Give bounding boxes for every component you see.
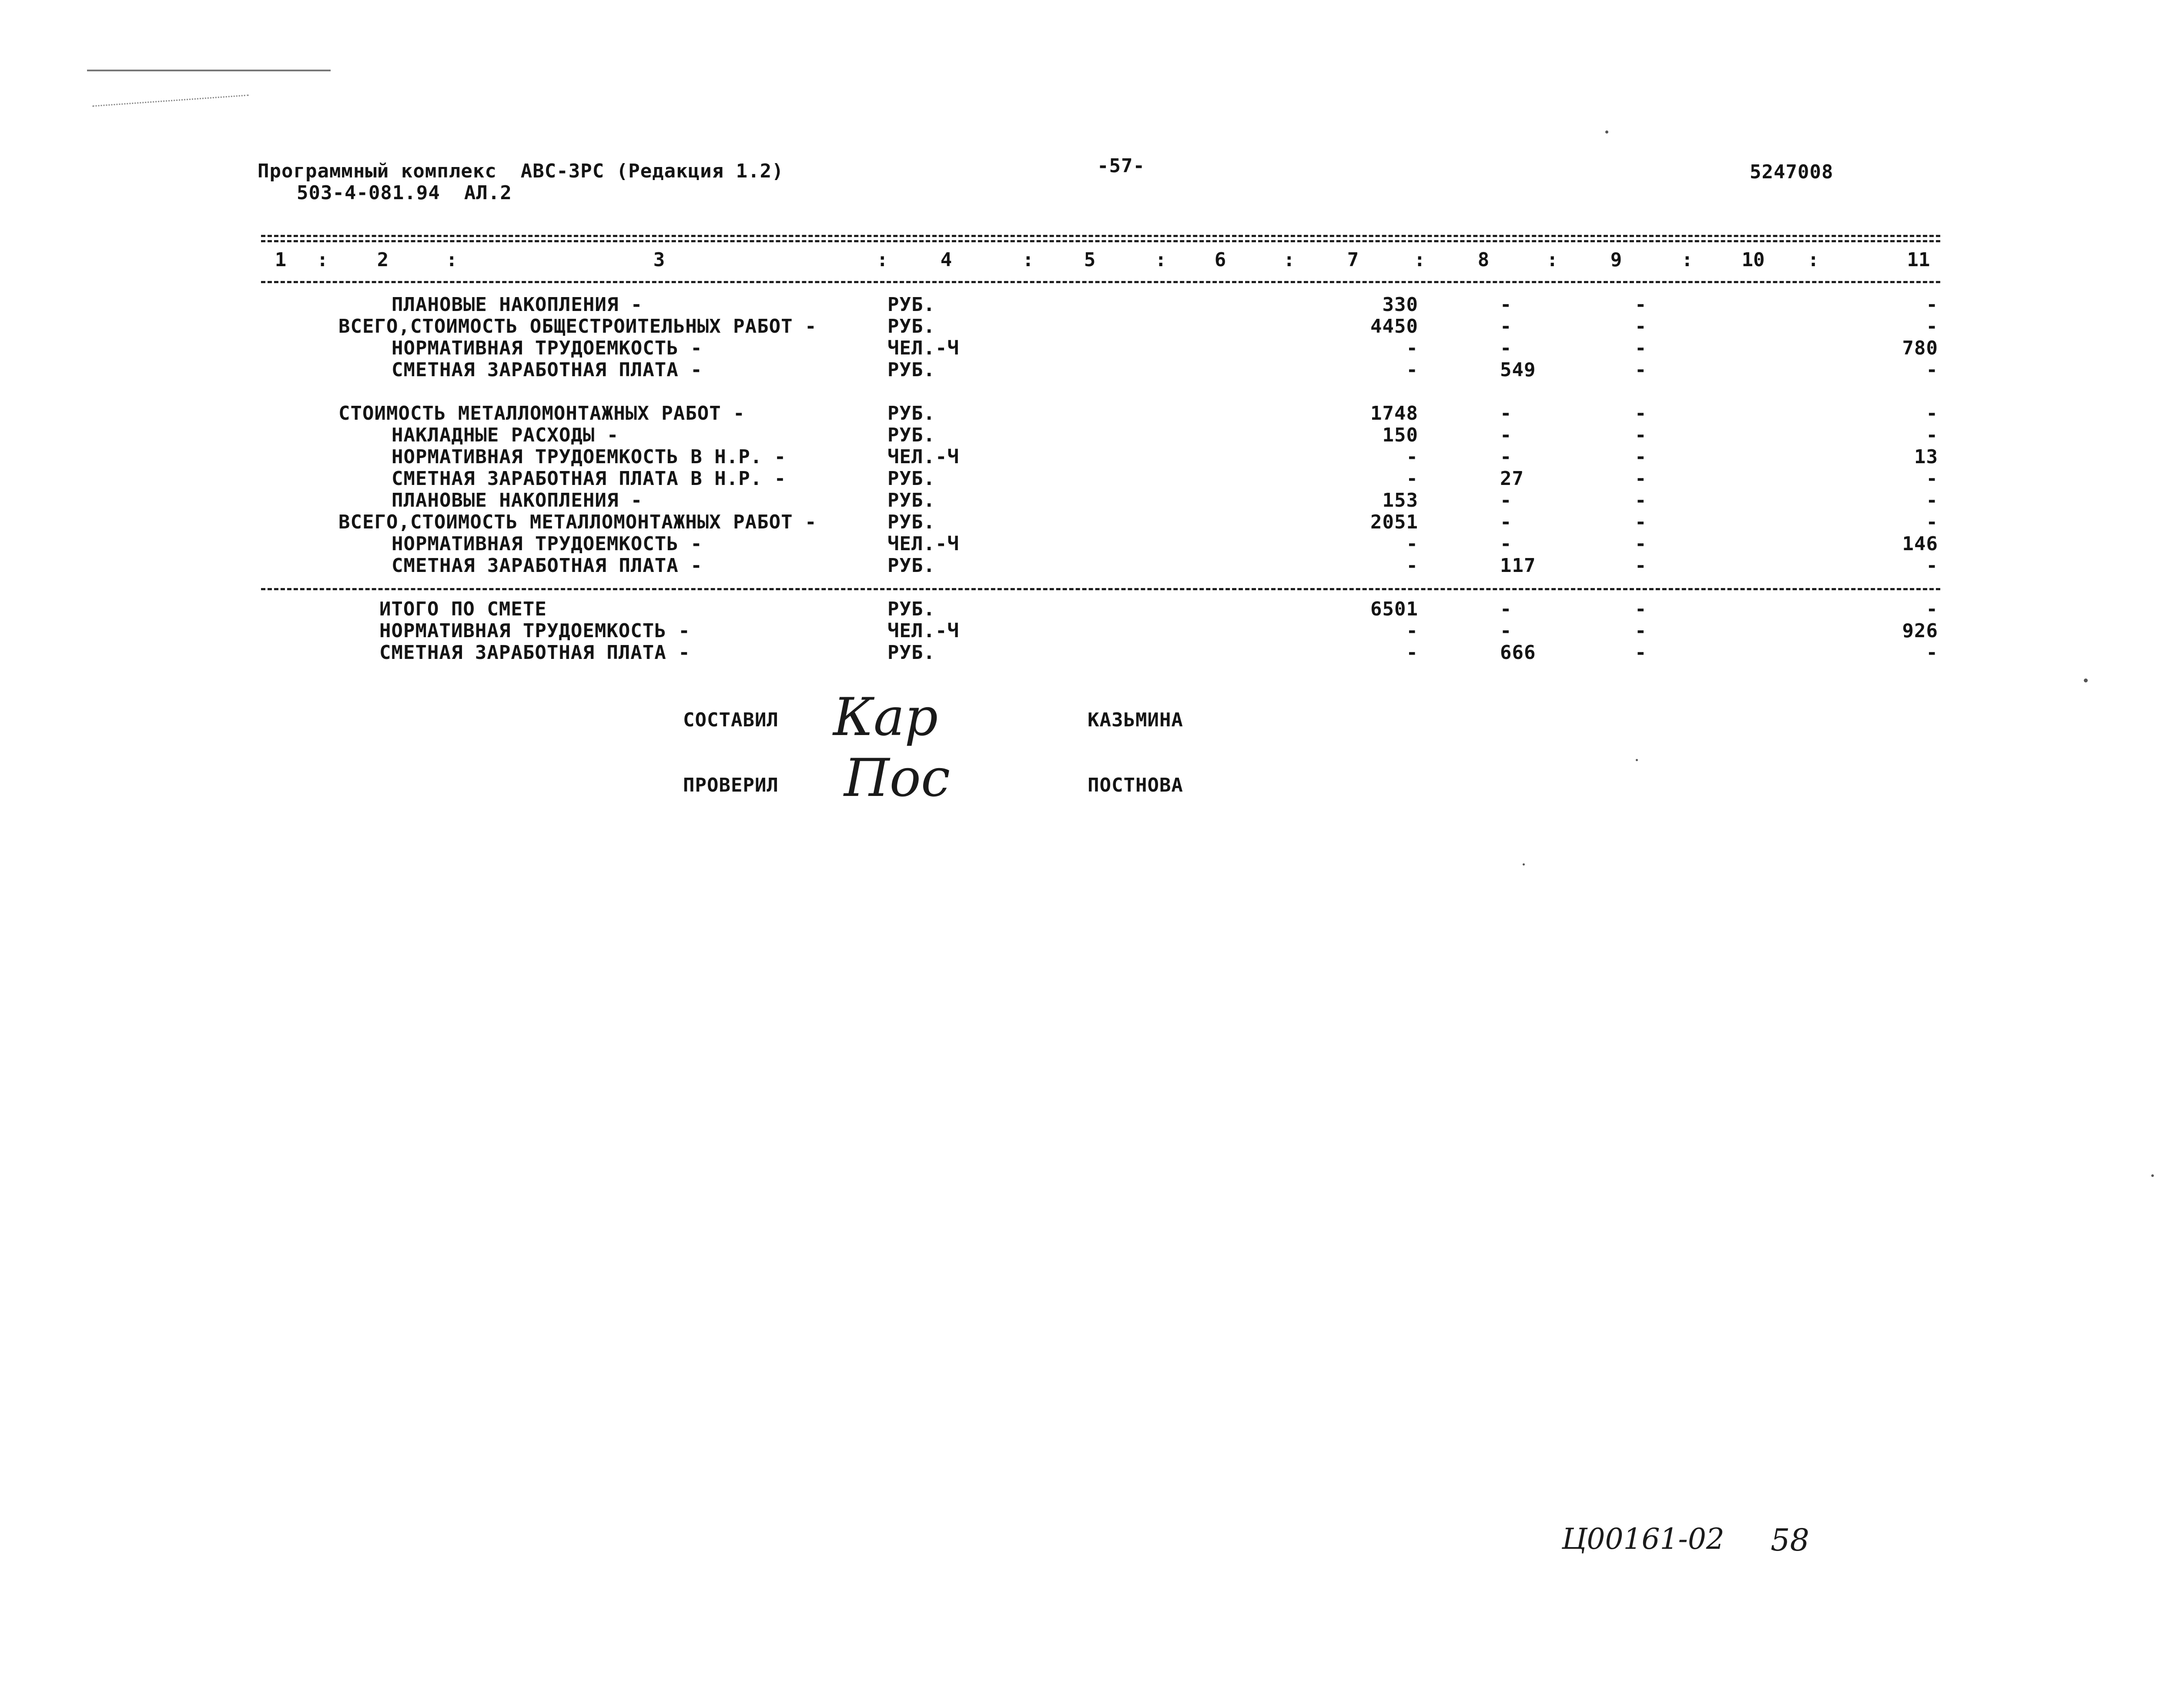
page-number: -57- xyxy=(1097,155,1145,177)
cell-col11: - xyxy=(1926,489,1938,511)
header-bottom-rule xyxy=(261,281,1940,283)
row-label: НОРМАТИВНАЯ ТРУДОЕМКОСТЬ - xyxy=(392,337,703,359)
table-row xyxy=(0,402,2173,424)
table-row xyxy=(0,359,2173,381)
cell-col9: - xyxy=(1635,337,1647,359)
row-unit: РУБ. xyxy=(887,424,935,446)
scan-speck xyxy=(1605,130,1608,134)
row-label: НАКЛАДНЫЕ РАСХОДЫ - xyxy=(392,424,619,446)
table-row xyxy=(0,446,2173,468)
handwritten-scribble xyxy=(90,69,249,107)
cell-col11: 13 xyxy=(1914,446,1938,468)
row-unit: РУБ. xyxy=(887,598,935,620)
row-label: СМЕТНАЯ ЗАРАБОТНАЯ ПЛАТА В Н.Р. - xyxy=(392,468,787,490)
sheet-number: 58 xyxy=(1771,1522,1810,1558)
cell-col9: - xyxy=(1635,424,1647,446)
column-number: 3 xyxy=(653,249,665,271)
cell-col7: - xyxy=(1406,642,1418,664)
table-row xyxy=(0,642,2173,663)
table-top-rule xyxy=(261,235,1940,237)
row-unit: РУБ. xyxy=(887,489,935,511)
cell-col7: 150 xyxy=(1382,424,1418,446)
row-unit: РУБ. xyxy=(887,402,935,424)
table-row xyxy=(0,424,2173,446)
cell-col7: - xyxy=(1406,446,1418,468)
column-number: 7 xyxy=(1347,249,1359,271)
cell-col11: 926 xyxy=(1902,620,1938,642)
row-unit: РУБ. xyxy=(887,468,935,490)
cell-col8: 117 xyxy=(1500,555,1536,577)
table-row xyxy=(0,533,2173,555)
column-separator: : xyxy=(1547,249,1558,271)
row-unit: РУБ. xyxy=(887,294,935,316)
cell-col7: 1748 xyxy=(1370,402,1418,424)
cell-col8: - xyxy=(1500,402,1512,424)
totals-separator-rule xyxy=(261,588,1940,590)
column-separator: : xyxy=(1808,249,1819,271)
checked-by-name: ПОСТНОВА xyxy=(1088,774,1183,796)
cell-col11: - xyxy=(1926,359,1938,381)
cell-col11: - xyxy=(1926,294,1938,316)
cell-col7: 4450 xyxy=(1370,315,1418,338)
inventory-number: Ц00161-02 xyxy=(1562,1522,1724,1556)
column-number: 10 xyxy=(1741,249,1765,271)
row-label: НОРМАТИВНАЯ ТРУДОЕМКОСТЬ В Н.Р. - xyxy=(392,446,787,468)
column-separator: : xyxy=(1414,249,1426,271)
cell-col7: - xyxy=(1406,555,1418,577)
row-label: ПЛАНОВЫЕ НАКОПЛЕНИЯ - xyxy=(392,489,643,511)
cell-col9: - xyxy=(1635,294,1647,316)
column-separator: : xyxy=(1022,249,1034,271)
row-label: ПЛАНОВЫЕ НАКОПЛЕНИЯ - xyxy=(392,294,643,316)
cell-col8: - xyxy=(1500,620,1512,642)
column-separator: : xyxy=(317,249,328,271)
compiled-by-name: КАЗЬМИНА xyxy=(1088,709,1183,731)
column-separator: : xyxy=(1283,249,1295,271)
cell-col8: 27 xyxy=(1500,468,1524,490)
cell-col8: - xyxy=(1500,315,1512,338)
checked-signature: Пос xyxy=(844,748,951,809)
column-number: 5 xyxy=(1084,249,1096,271)
row-unit: РУБ. xyxy=(887,511,935,533)
cell-col11: - xyxy=(1926,424,1938,446)
column-number: 9 xyxy=(1610,249,1622,271)
scan-speck xyxy=(2084,679,2088,682)
cell-col9: - xyxy=(1635,598,1647,620)
table-row xyxy=(0,555,2173,576)
cell-col7: - xyxy=(1406,533,1418,555)
cell-col9: - xyxy=(1635,468,1647,490)
cell-col8: - xyxy=(1500,598,1512,620)
row-unit: ЧЕЛ.-Ч xyxy=(887,620,959,642)
cell-col7: - xyxy=(1406,620,1418,642)
cell-col7: - xyxy=(1406,468,1418,490)
row-unit: ЧЕЛ.-Ч xyxy=(887,446,959,468)
cell-col9: - xyxy=(1635,642,1647,664)
cell-col9: - xyxy=(1635,489,1647,511)
cell-col7: 6501 xyxy=(1370,598,1418,620)
column-number: 8 xyxy=(1477,249,1490,271)
column-separator: : xyxy=(446,249,458,271)
cell-col7: 2051 xyxy=(1370,511,1418,533)
column-number: 4 xyxy=(940,249,952,271)
row-unit: РУБ. xyxy=(887,359,935,381)
cell-col9: - xyxy=(1635,446,1647,468)
column-separator: : xyxy=(1681,249,1693,271)
cell-col11: - xyxy=(1926,555,1938,577)
row-unit: РУБ. xyxy=(887,555,935,577)
table-row xyxy=(0,620,2173,642)
cell-col8: 666 xyxy=(1500,642,1536,664)
cell-col9: - xyxy=(1635,511,1647,533)
program-name: Программный комплекс АВС-3РС (Редакция 1.2) xyxy=(258,160,784,182)
cell-col9: - xyxy=(1635,402,1647,424)
compiled-signature: Кар xyxy=(833,687,938,748)
cell-col8: - xyxy=(1500,294,1512,316)
row-unit: РУБ. xyxy=(887,642,935,664)
cell-col9: - xyxy=(1635,620,1647,642)
compiled-by-label: СОСТАВИЛ xyxy=(683,709,779,731)
table-row xyxy=(0,468,2173,489)
cell-col11: - xyxy=(1926,402,1938,424)
cell-col8: - xyxy=(1500,533,1512,555)
table-row xyxy=(0,511,2173,533)
cell-col7: 153 xyxy=(1382,489,1418,511)
checked-by-label: ПРОВЕРИЛ xyxy=(683,774,779,796)
row-label: СМЕТНАЯ ЗАРАБОТНАЯ ПЛАТА - xyxy=(392,555,703,577)
cell-col9: - xyxy=(1635,555,1647,577)
column-number: 11 xyxy=(1907,249,1930,271)
row-label: СМЕТНАЯ ЗАРАБОТНАЯ ПЛАТА - xyxy=(392,359,703,381)
column-number: 1 xyxy=(275,249,287,271)
row-label: ВСЕГО,СТОИМОСТЬ ОБЩЕСТРОИТЕЛЬНЫХ РАБОТ - xyxy=(338,315,817,338)
row-unit: ЧЕЛ.-Ч xyxy=(887,337,959,359)
column-number: 6 xyxy=(1214,249,1226,271)
table-row xyxy=(0,315,2173,337)
cell-col7: - xyxy=(1406,337,1418,359)
row-label: ВСЕГО,СТОИМОСТЬ МЕТАЛЛОМОНТАЖНЫХ РАБОТ - xyxy=(338,511,817,533)
cell-col7: - xyxy=(1406,359,1418,381)
cell-col8: - xyxy=(1500,489,1512,511)
cell-col8: - xyxy=(1500,337,1512,359)
scan-speck xyxy=(2151,1174,2154,1177)
cell-col8: - xyxy=(1500,511,1512,533)
row-label: ИТОГО ПО СМЕТЕ xyxy=(379,598,547,620)
cell-col9: - xyxy=(1635,315,1647,338)
row-label: НОРМАТИВНАЯ ТРУДОЕМКОСТЬ - xyxy=(392,533,703,555)
cell-col11: - xyxy=(1926,511,1938,533)
cell-col8: - xyxy=(1500,424,1512,446)
row-unit: РУБ. xyxy=(887,315,935,338)
project-code: 503-4-081.94 АЛ.2 xyxy=(297,182,512,204)
row-unit: ЧЕЛ.-Ч xyxy=(887,533,959,555)
cell-col9: - xyxy=(1635,533,1647,555)
scan-speck xyxy=(1636,759,1638,761)
row-label: СТОИМОСТЬ МЕТАЛЛОМОНТАЖНЫХ РАБОТ - xyxy=(338,402,745,424)
row-label: СМЕТНАЯ ЗАРАБОТНАЯ ПЛАТА - xyxy=(379,642,690,664)
cell-col11: - xyxy=(1926,642,1938,664)
scan-speck xyxy=(1523,863,1525,866)
table-top-rule-2 xyxy=(261,240,1940,242)
row-label: НОРМАТИВНАЯ ТРУДОЕМКОСТЬ - xyxy=(379,620,690,642)
column-number: 2 xyxy=(377,249,389,271)
cell-col11: 780 xyxy=(1902,337,1938,359)
table-row xyxy=(0,337,2173,359)
cell-col8: - xyxy=(1500,446,1512,468)
column-separator: : xyxy=(877,249,888,271)
table-row xyxy=(0,489,2173,511)
cell-col7: 330 xyxy=(1382,294,1418,316)
cell-col11: 146 xyxy=(1902,533,1938,555)
table-row xyxy=(0,294,2173,315)
cell-col11: - xyxy=(1926,315,1938,338)
cell-col11: - xyxy=(1926,468,1938,490)
cell-col11: - xyxy=(1926,598,1938,620)
cell-col8: 549 xyxy=(1500,359,1536,381)
column-separator: : xyxy=(1155,249,1167,271)
table-row xyxy=(0,598,2173,620)
cell-col9: - xyxy=(1635,359,1647,381)
document-code: 5247008 xyxy=(1750,161,1834,183)
